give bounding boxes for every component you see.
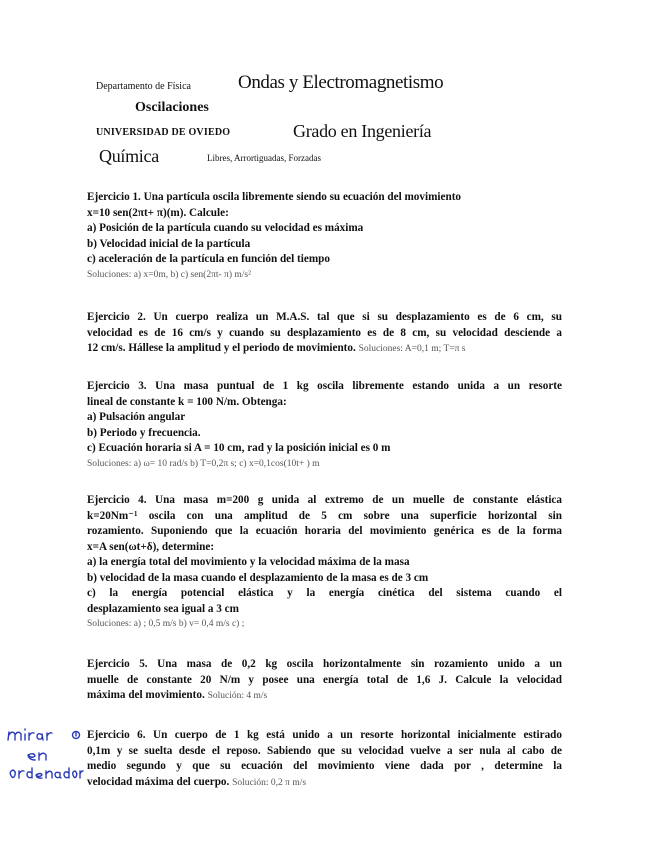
exercise-5 <box>87 657 562 705</box>
exercise-1 <box>87 190 562 283</box>
exercise-line: c) la energía potencial elástica y la energía cinética del sistema cuando el <box>87 587 562 599</box>
solution-text: Solución: 4 m/s <box>207 691 268 701</box>
exercise-line: k=20Nm⁻¹ oscila con una amplitud de 5 cm sobre una superficie horizontal sin <box>87 509 562 522</box>
exercise-line: velocidad máxima del cuerpo. <box>87 775 230 788</box>
solution-text: Soluciones: a) ; 0,5 m/s b) v= 0,4 m/s c) ; <box>87 619 245 629</box>
exercise-line: velocidad es de 16 cm/s y cuando su desplazamiento es de 8 cm, su velocidad desciende a <box>87 326 562 339</box>
exercise-line: Ejercicio 6. Un cuerpo de 1 kg está unido a un resorte horizontal inicialmente estirado <box>87 729 562 741</box>
exercise-line: a) la energía total del movimiento y la velocidad máxima de la masa <box>87 556 410 568</box>
solution-text: Soluciones: a) x=0m, b) c) sen(2πt- π) m/s² <box>87 269 251 280</box>
exercise-line: 0,1m y se suelta desde el reposo. Sabiendo que su velocidad vuelve a ser nula al cabo de <box>87 744 562 757</box>
exercise-line: desplazamiento sea igual a 3 cm <box>87 602 239 615</box>
degree-title-line2: Química <box>99 146 159 166</box>
exercise-line-with-solution <box>87 775 562 792</box>
department-label: Departamento de Física <box>96 81 191 92</box>
exercise-line: medio segundo y que su ecuación del movimiento viene dada por , determine la <box>87 760 562 772</box>
exercise-line: x=A sen(ωt+δ), determine: <box>87 540 215 553</box>
university-label: UNIVERSIDAD DE OVIEDO <box>96 127 231 138</box>
exercise-line: b) Periodo y frecuencia. <box>87 426 201 439</box>
solution-text: Solución: 0,2 π m/s <box>232 777 307 788</box>
solution-text: Soluciones: A=0,1 m; T=π s <box>358 344 466 354</box>
exercise-line: Ejercicio 3. Una masa puntual de 1 kg oscila libremente estando unida a un resorte <box>87 380 562 392</box>
topic-subtitle: Libres, Arrortiguadas, Forzadas <box>207 153 321 163</box>
exercise-6 <box>87 728 562 791</box>
course-title: Ondas y Electromagnetismo <box>238 72 444 93</box>
exercise-line: c) aceleración de la partícula en función del tiempo <box>87 253 330 265</box>
exercise-line: 12 cm/s. Hállese la amplitud y el periodo de movimiento. <box>87 342 356 354</box>
exercise-line: b) velocidad de la masa cuando el desplazamiento de la masa es de 3 cm <box>87 571 429 584</box>
exercise-line-with-solution <box>87 341 562 358</box>
handwritten-note-strokes <box>8 729 83 778</box>
exercise-line: Ejercicio 2. Un cuerpo realiza un M.A.S. tal que si su desplazamiento es de 6 cm, su <box>87 311 562 323</box>
exercise-line: muelle de constante 20 N/m y posee una energía total de 1,6 J. Calcule la velocidad <box>87 673 562 686</box>
degree-title-line1: Grado en Ingeniería <box>293 121 432 141</box>
topic-title: Oscilaciones <box>135 100 209 115</box>
exercise-line: máxima del movimiento. <box>87 689 205 701</box>
exercise-line: b) Velocidad inicial de la partícula <box>87 237 251 250</box>
exercise-line: c) Ecuación horaria si A = 10 cm, rad y la posición inicial es 0 m <box>87 442 391 454</box>
exercise-line: Ejercicio 1. Una partícula oscila libremente siendo su ecuación del movimiento <box>87 191 462 203</box>
exercise-2 <box>87 310 562 358</box>
exercise-3 <box>87 379 562 472</box>
exercise-line: a) Pulsación angular <box>87 411 186 423</box>
exercise-line: rozamiento. Suponiendo que la ecuación horaria del movimiento genérica es de la forma <box>87 525 562 537</box>
exercise-line: x=10 sen(2πt+ π)(m). Calcule: <box>87 206 229 219</box>
exercise-line-with-solution <box>87 688 562 705</box>
exercise-4 <box>87 493 562 633</box>
handwritten-note <box>4 722 84 792</box>
exercise-line: Ejercicio 4. Una masa m=200 g unida al extremo de un muelle de constante elástica <box>87 494 562 506</box>
exercise-line: Ejercicio 5. Una masa de 0,2 kg oscila horizontalmente sin rozamiento unido a un <box>87 658 562 670</box>
exercise-line: a) Posición de la partícula cuando su velocidad es máxima <box>87 222 364 234</box>
solution-text: Soluciones: a) ω= 10 rad/s b) T=0,2π s; c) x=0,1cos(10t+ ) m <box>87 458 320 469</box>
exercise-line: lineal de constante k = 100 N/m. Obtenga: <box>87 395 287 408</box>
